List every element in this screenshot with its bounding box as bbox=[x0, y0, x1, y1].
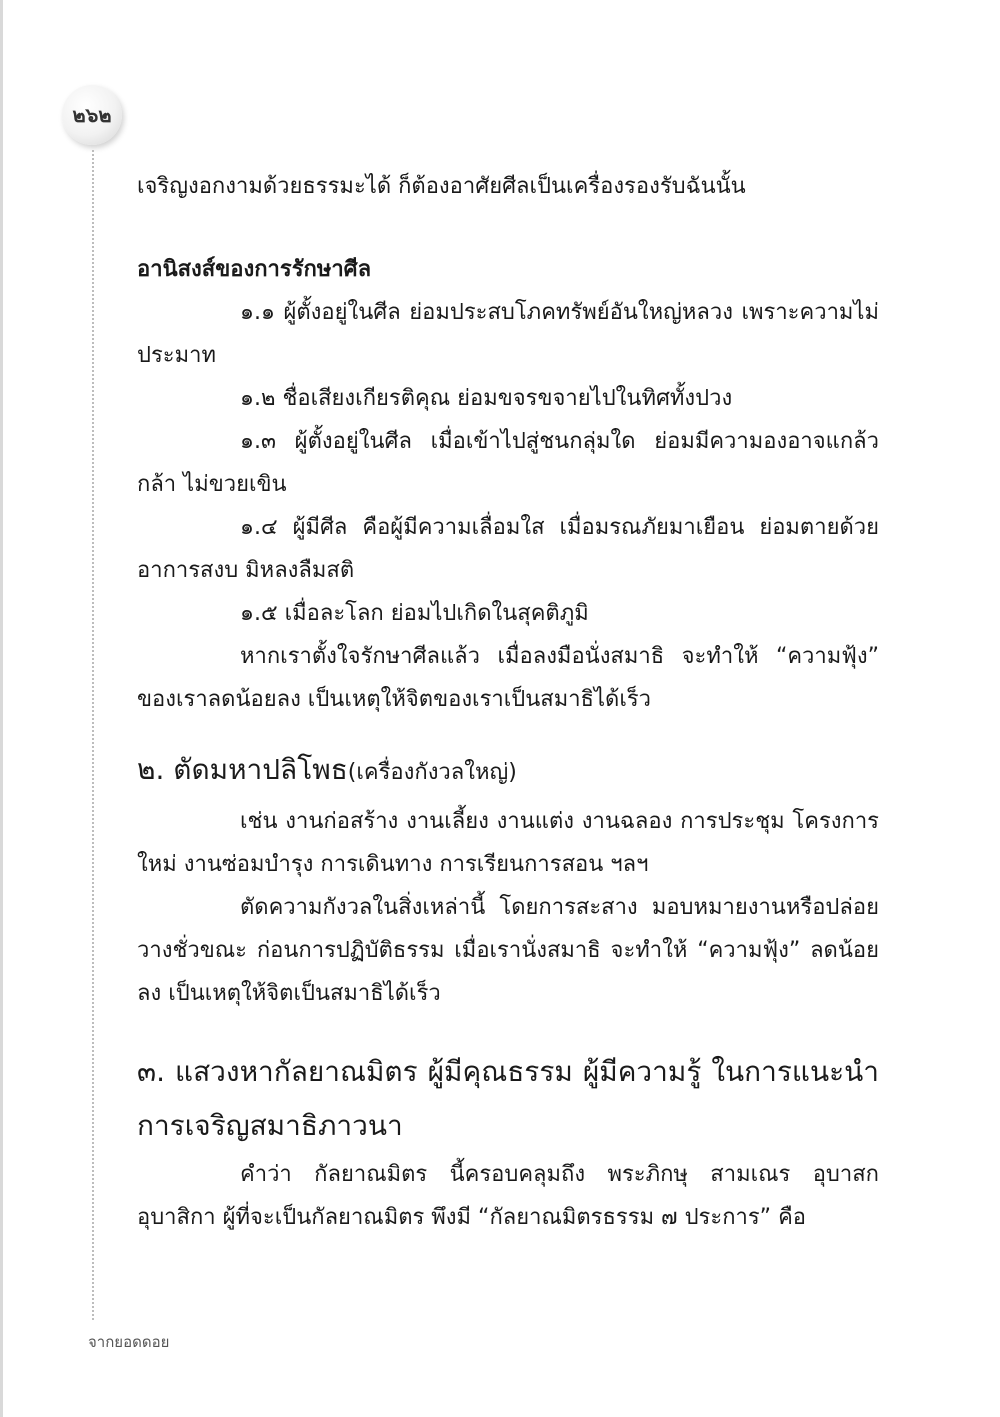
intro-line: เจริญงอกงามด้วยธรรมะได้ ก็ต้องอาศัยศีลเป็นเครื่องรองรับฉันนั้น bbox=[137, 174, 746, 199]
dotted-margin-rule bbox=[92, 150, 94, 1320]
benefit-item-1: ๑.๑ ผู้ตั้งอยู่ในศีล ย่อมประสบโภคทรัพย์อันใหญ่หลวง เพราะความไม่ประมาท bbox=[137, 300, 879, 368]
footer-book-title: จากยอดดอย bbox=[88, 1333, 170, 1351]
section-3-paragraph-1: คำว่า กัลยาณมิตร นี้ครอบคลุมถึง พระภิกษุ สามเณร อุบาสก อุบาสิกา ผู้ที่จะเป็นกัลยาณมิตร พึงมี “กัลยาณมิตรธรรม ๗ ประการ” คือ bbox=[137, 1162, 879, 1230]
section-2-heading bbox=[137, 743, 879, 800]
benefit-item-5: ๑.๕ เมื่อละโลก ย่อมไปเกิดในสุคติภูมิ bbox=[240, 601, 589, 626]
section-2-paragraph-1: เช่น งานก่อสร้าง งานเลี้ยง งานแต่ง งานฉลอง การประชุม โครงการใหม่ งานซ่อมบำรุง การเดินทาง การเรียนการสอน ฯลฯ bbox=[137, 809, 879, 877]
benefit-item-3: ๑.๓ ผู้ตั้งอยู่ในศีล เมื่อเข้าไปสู่ชนกลุ่มใด ย่อมมีความองอาจแกล้วกล้า ไม่ขวยเขิน bbox=[137, 429, 879, 497]
section-3-heading: ๓. แสวงหากัลยาณมิตร ผู้มีคุณธรรม ผู้มีความรู้ ในการแนะนำการเจริญสมาธิภาวนา bbox=[137, 1055, 879, 1142]
page-number-badge bbox=[62, 85, 122, 145]
section-2-title: ๒. ตัดมหาปลิโพธ bbox=[137, 753, 348, 786]
page-left-border bbox=[0, 0, 3, 1417]
page-number: ๒๖๒ bbox=[72, 103, 112, 127]
benefits-heading: อานิสงส์ของการรักษาศีล bbox=[137, 257, 372, 282]
section-2-subtitle: (เครื่องกังวลใหญ่) bbox=[347, 760, 517, 785]
benefits-conclusion: หากเราตั้งใจรักษาศีลแล้ว เมื่อลงมือนั่งสมาธิ จะทำให้ “ความฟุ้ง” ของเราลดน้อยลง เป็นเหตุให้จิตของเราเป็นสมาธิได้เร็ว bbox=[137, 644, 879, 712]
page-content bbox=[137, 165, 879, 1239]
benefit-item-2: ๑.๒ ชื่อเสียงเกียรติคุณ ย่อมขจรขจายไปในทิศทั้งปวง bbox=[240, 386, 733, 411]
benefit-item-4: ๑.๔ ผู้มีศีล คือผู้มีความเลื่อมใส เมื่อมรณภัยมาเยือน ย่อมตายด้วยอาการสงบ มิหลงลืมสติ bbox=[137, 515, 879, 583]
section-2-paragraph-2: ตัดความกังวลในสิ่งเหล่านี้ โดยการสะสาง มอบหมายงานหรือปล่อยวางชั่วขณะ ก่อนการปฏิบัติธรรม เมื่อเรานั่งสมาธิ จะทำให้ “ความฟุ้ง” ลดน้อยลง เป็นเหตุให้จิตเป็นสมาธิได้เร็ว bbox=[137, 895, 879, 1006]
